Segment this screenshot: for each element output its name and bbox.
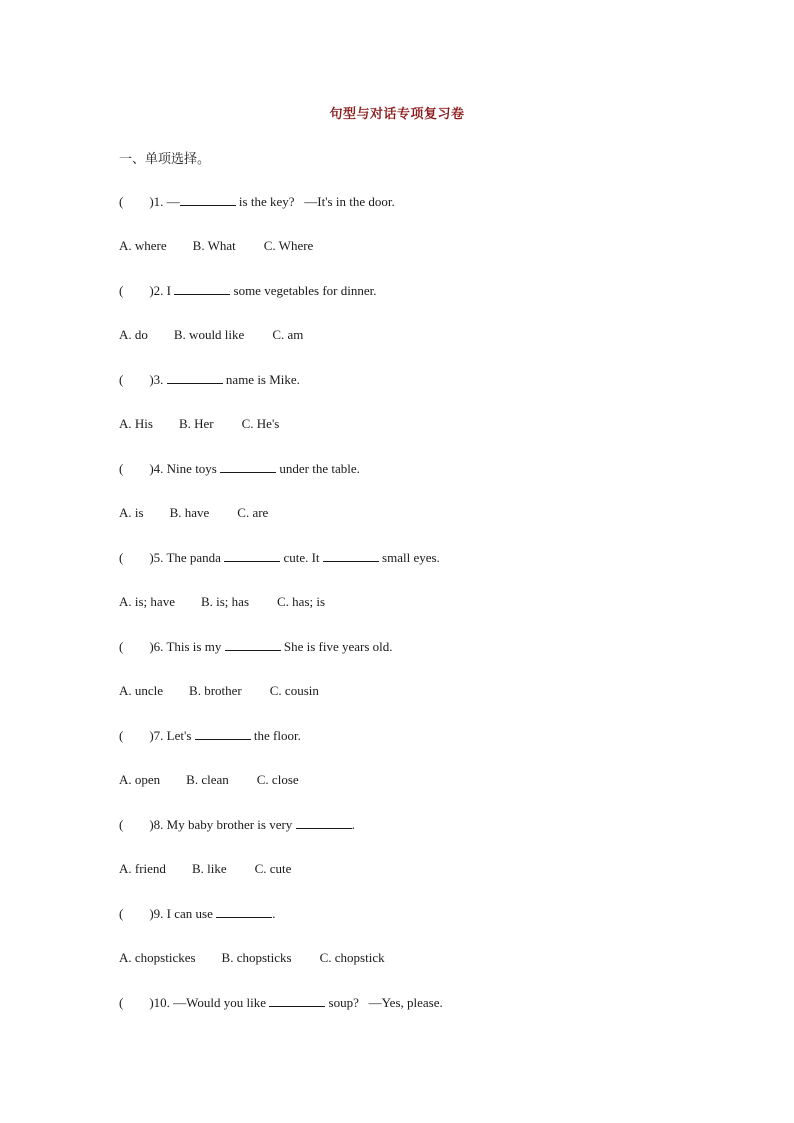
question-text: Let's: [166, 728, 195, 743]
question-6: [119, 639, 393, 655]
question-text: The panda: [166, 550, 225, 565]
question-number: 5.: [153, 550, 167, 565]
answer-blank[interactable]: [269, 995, 325, 1007]
answer-bracket[interactable]: ( ): [119, 817, 154, 832]
options-row-4: [119, 505, 268, 521]
question-text: This is my: [166, 639, 225, 654]
options-row-8: [119, 861, 291, 877]
option-b: B. like: [191, 861, 227, 876]
options-row-6: [119, 683, 319, 699]
question-4: [119, 461, 360, 477]
question-text: some vegetables for dinner.: [230, 283, 377, 298]
question-number: 3.: [153, 372, 167, 387]
answer-bracket[interactable]: ( ): [119, 639, 154, 654]
question-text: She is five years old.: [280, 639, 393, 654]
answer-bracket[interactable]: ( ): [119, 283, 154, 298]
answer-bracket[interactable]: ( ): [119, 194, 154, 209]
answer-bracket[interactable]: ( ): [119, 728, 154, 743]
option-a: A. chopstickes: [119, 950, 196, 965]
answer-blank[interactable]: [220, 461, 276, 473]
answer-blank[interactable]: [216, 906, 272, 918]
option-a: A. open: [119, 772, 161, 787]
question-text: —Would you like: [173, 995, 270, 1010]
options-row-7: [119, 772, 299, 788]
answer-blank[interactable]: [167, 372, 223, 384]
option-c: C. cute: [254, 861, 292, 876]
option-b: B. What: [192, 238, 236, 253]
question-text: the floor.: [250, 728, 301, 743]
question-text: I: [166, 283, 175, 298]
option-a: A. do: [119, 327, 148, 342]
option-b: B. Her: [178, 416, 214, 431]
option-a: A. is; have: [119, 594, 175, 609]
question-10: [119, 995, 443, 1011]
question-text: .: [351, 817, 355, 832]
option-b: B. clean: [186, 772, 229, 787]
answer-blank[interactable]: [180, 194, 236, 206]
question-text: small eyes.: [378, 550, 440, 565]
question-2: [119, 283, 376, 299]
option-c: C. He's: [241, 416, 280, 431]
question-number: 6.: [153, 639, 167, 654]
option-c: C. cousin: [269, 683, 319, 698]
answer-blank[interactable]: [225, 639, 281, 651]
answer-bracket[interactable]: ( ): [119, 906, 154, 921]
question-number: 8.: [153, 817, 167, 832]
option-c: C. Where: [263, 238, 314, 253]
question-3: [119, 372, 300, 388]
question-5: [119, 550, 440, 566]
options-row-1: [119, 238, 313, 254]
option-a: A. friend: [119, 861, 166, 876]
option-a: A. uncle: [119, 683, 164, 698]
option-a: A. His: [119, 416, 153, 431]
answer-blank[interactable]: [296, 817, 352, 829]
question-text: soup? —Yes, please.: [325, 995, 443, 1010]
options-row-3: [119, 416, 279, 432]
answer-blank[interactable]: [224, 550, 280, 562]
answer-bracket[interactable]: ( ): [119, 550, 154, 565]
question-text: cute. It: [280, 550, 323, 565]
answer-blank[interactable]: [195, 728, 251, 740]
question-number: 9.: [153, 906, 167, 921]
options-row-2: [119, 327, 303, 343]
options-row-5: [119, 594, 325, 610]
question-text: under the table.: [276, 461, 360, 476]
answer-blank[interactable]: [323, 550, 379, 562]
page-title: 句型与对话专项复习卷: [329, 107, 465, 122]
option-c: C. am: [272, 327, 304, 342]
question-number: 4.: [153, 461, 167, 476]
question-text: is the key? —It's in the door.: [235, 194, 395, 209]
question-9: [119, 906, 275, 922]
question-8: [119, 817, 355, 833]
option-a: A. is: [119, 505, 144, 520]
answer-bracket[interactable]: ( ): [119, 372, 154, 387]
answer-bracket[interactable]: ( ): [119, 461, 154, 476]
question-text: .: [272, 906, 276, 921]
option-a: A. where: [119, 238, 167, 253]
option-b: B. brother: [189, 683, 242, 698]
answer-blank[interactable]: [174, 283, 230, 295]
option-b: B. have: [169, 505, 210, 520]
option-c: C. close: [256, 772, 299, 787]
section-heading: 一、单项选择。: [119, 152, 211, 167]
question-number: 1.: [153, 194, 167, 209]
option-b: B. would like: [173, 327, 245, 342]
question-text: I can use: [166, 906, 217, 921]
question-7: [119, 728, 301, 744]
question-number: 10.: [153, 995, 174, 1010]
option-c: C. chopstick: [319, 950, 385, 965]
option-c: C. has; is: [277, 594, 326, 609]
question-1: [119, 194, 395, 210]
option-b: B. is; has: [200, 594, 250, 609]
question-text: name is Mike.: [222, 372, 300, 387]
question-text: Nine toys: [166, 461, 221, 476]
answer-bracket[interactable]: ( ): [119, 995, 154, 1010]
question-number: 7.: [153, 728, 167, 743]
option-c: C. are: [237, 505, 269, 520]
question-text: —: [166, 194, 180, 209]
question-number: 2.: [153, 283, 167, 298]
options-row-9: [119, 950, 385, 966]
question-text: My baby brother is very: [166, 817, 296, 832]
option-b: B. chopsticks: [221, 950, 292, 965]
